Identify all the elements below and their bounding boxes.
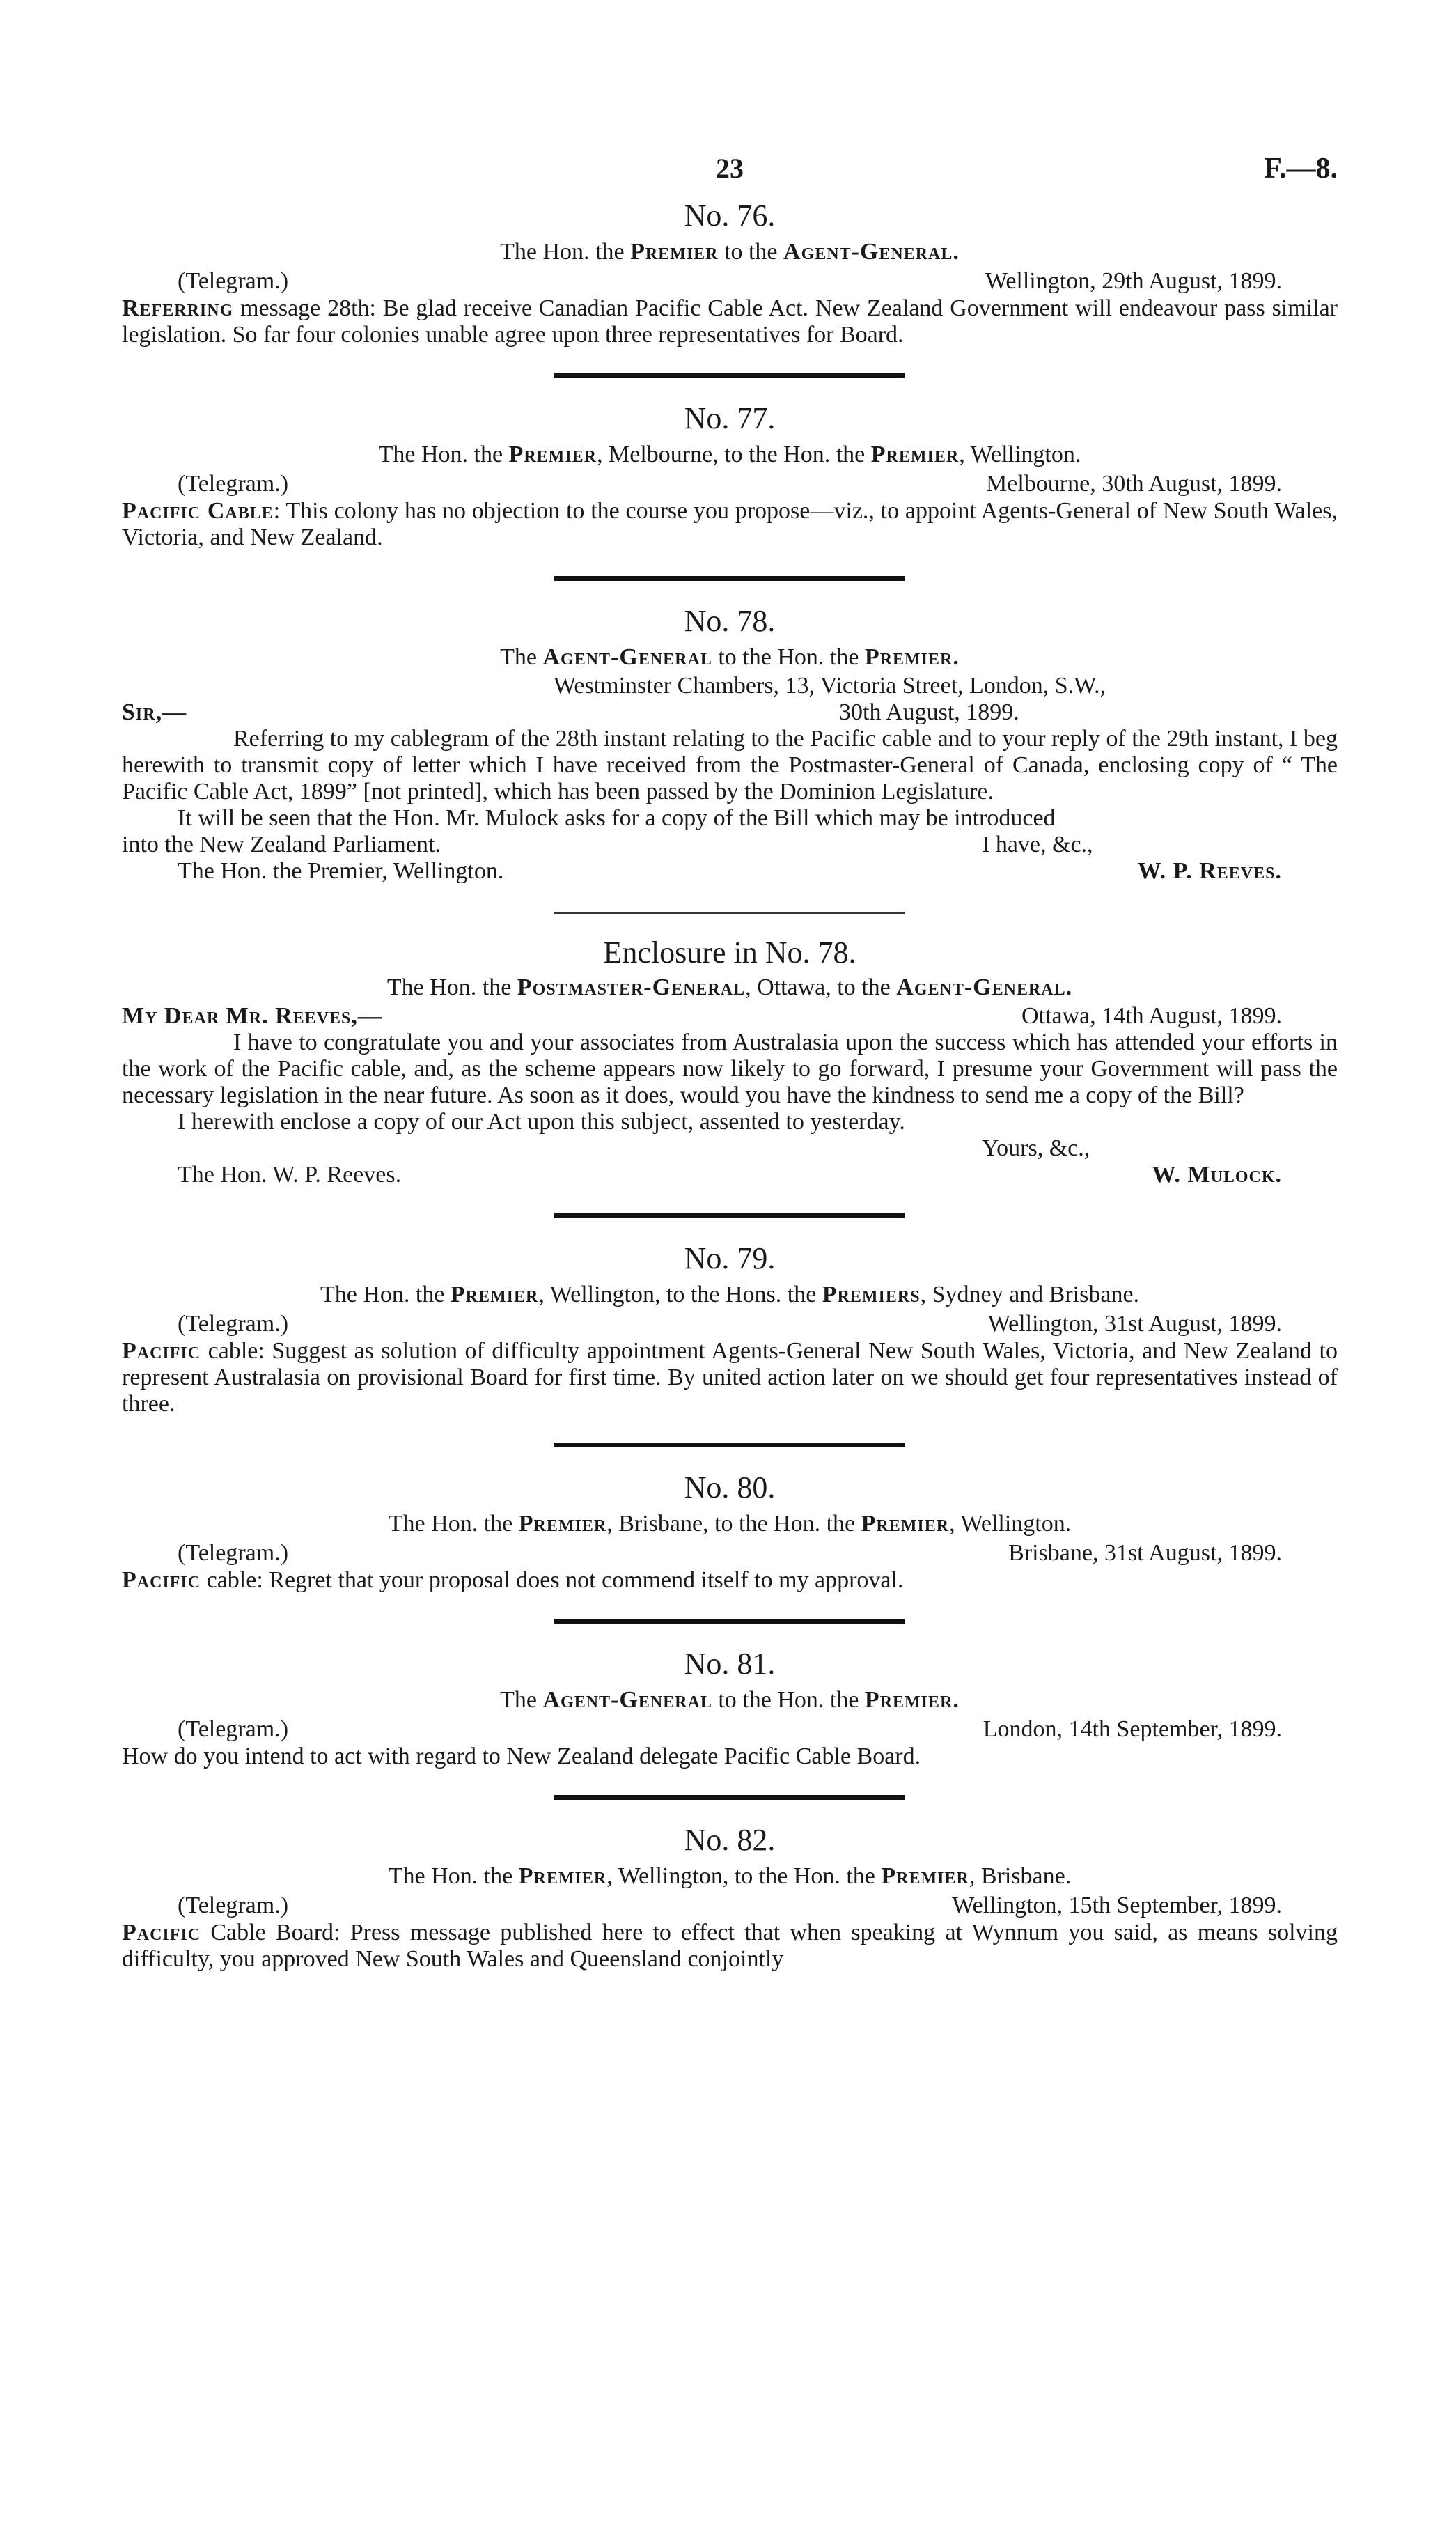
message-body: Pacific cable: Suggest as solution of difficulty appointment Agents-General New South Wales, Victoria, and New Zealand to represent Australasia on provisional Board for first time. By united action later on we should get four representatives instead of three. [122, 1338, 1338, 1417]
message-type: (Telegram.) [178, 1311, 289, 1337]
section-divider [554, 373, 905, 378]
message-number: No. 79. [684, 1241, 776, 1275]
section-divider [554, 912, 905, 914]
document-page [122, 139, 1338, 1973]
letter-addressee: The Hon. W. P. Reeves. [178, 1162, 402, 1188]
section-divider [554, 576, 905, 581]
message-meta [122, 1310, 1338, 1338]
message-81 [122, 1643, 1338, 1770]
document-reference: F.—8. [1264, 153, 1338, 185]
letter-paragraph-end: into the New Zealand Parliament. [122, 832, 441, 857]
letter-closing: Yours, &c., [982, 1135, 1090, 1161]
message-date: Wellington, 31st August, 1899. [987, 1311, 1282, 1337]
letter-date: Ottawa, 14th August, 1899. [1021, 1003, 1282, 1029]
message-heading: The Hon. the Postmaster-General, Ottawa, to the Agent-General. [386, 974, 1073, 1000]
message-number: No. 77. [684, 401, 776, 435]
message-79 [122, 1238, 1338, 1417]
section-divider [554, 1443, 905, 1447]
message-type: (Telegram.) [178, 268, 289, 294]
message-date: Brisbane, 31st August, 1899. [1008, 1540, 1282, 1566]
message-number: No. 82. [684, 1823, 776, 1857]
message-heading: The Hon. the Premier, Brisbane, to the Hon. the Premier, Wellington. [388, 1511, 1072, 1537]
letter-signature: W. P. Reeves. [1137, 858, 1282, 884]
letter-signature: W. Mulock. [1152, 1162, 1282, 1188]
letter-date: 30th August, 1899. [839, 699, 1019, 725]
message-78 [122, 600, 1338, 885]
salutation: Sir,— [122, 699, 187, 725]
letter-addressee: The Hon. the Premier, Wellington. [178, 858, 504, 884]
message-heading: The Hon. the Premier, Wellington, to the Hon. the Premier, Brisbane. [388, 1863, 1072, 1889]
letter-paragraph: Referring to my cablegram of the 28th instant relating to the Pacific cable and to your reply of the 29th instant, I beg herewith to transmit copy of letter which I have received from the Postmaster-General of Canada, enclosing copy of “ The Pacific Cable Act, 1899” [not printed], which has been passed by the Dominion Legislature. [122, 726, 1338, 804]
message-date: Wellington, 29th August, 1899. [985, 268, 1282, 294]
message-number: No. 78. [684, 604, 776, 638]
message-80 [122, 1467, 1338, 1594]
message-82 [122, 1819, 1338, 1973]
salutation-row [122, 1003, 1338, 1029]
section-divider [554, 1795, 905, 1800]
message-number: No. 81. [684, 1647, 776, 1681]
signature-row [122, 1162, 1338, 1188]
signature-row [122, 858, 1338, 885]
message-body: Referring message 28th: Be glad receive Canadian Pacific Cable Act. New Zealand Government will endeavour pass similar legislation. So far four colonies unable agree upon three representatives for Board. [122, 295, 1338, 348]
message-type: (Telegram.) [178, 1540, 289, 1566]
letter-paragraph: I have to congratulate you and your associates from Australasia upon the success which has attended your efforts in the work of the Pacific cable, and, as the scheme appears now likely to go forward, I presume your Government will pass the necessary legislation in the near future. As soon as it does, would you have the kindness to send me a copy of the Bill? [122, 1029, 1338, 1108]
message-heading: The Agent-General to the Hon. the Premier. [500, 1687, 960, 1713]
message-meta [122, 1892, 1338, 1920]
message-type: (Telegram.) [178, 471, 289, 497]
message-meta [122, 1716, 1338, 1743]
enclosure-title: Enclosure in No. 78. [603, 935, 856, 970]
message-meta [122, 1539, 1338, 1567]
message-body: Pacific Cable Board: Press message published here to effect that when speaking at Wynnum you said, as means solving difficulty, you approved New South Wales and Queensland conjointly [122, 1920, 1338, 1972]
letter-paragraph: It will be seen that the Hon. Mr. Mulock asks for a copy of the Bill which may be introduced [178, 805, 1056, 831]
message-body: How do you intend to act with regard to New Zealand delegate Pacific Cable Board. [122, 1743, 921, 1769]
message-date: London, 14th September, 1899. [983, 1716, 1282, 1742]
salutation-row [122, 699, 1338, 726]
letter-closing: I have, &c., [982, 832, 1093, 857]
message-76 [122, 195, 1338, 348]
message-type: (Telegram.) [178, 1892, 289, 1918]
message-number: No. 76. [684, 199, 776, 233]
message-number: No. 80. [684, 1470, 776, 1505]
letter-paragraph: I herewith enclose a copy of our Act upon this subject, assented to yesterday. [178, 1109, 905, 1135]
message-body: Pacific Cable: This colony has no objection to the course you propose—viz., to appoint Agents-General of New South Wales, Victoria, and New Zealand. [122, 498, 1338, 550]
message-meta [122, 470, 1338, 498]
message-heading: The Agent-General to the Hon. the Premier. [500, 644, 960, 670]
enclosure-78 [122, 933, 1338, 1188]
message-heading: The Hon. the Premier to the Agent-General. [500, 239, 960, 265]
message-date: Melbourne, 30th August, 1899. [986, 471, 1282, 497]
message-date: Wellington, 15th September, 1899. [952, 1892, 1282, 1918]
message-meta [122, 267, 1338, 295]
section-divider [554, 1213, 905, 1218]
page-number: 23 [716, 153, 744, 184]
page-header [122, 139, 1338, 195]
message-77 [122, 398, 1338, 551]
closing-row [122, 832, 1338, 858]
message-body: Pacific cable: Regret that your proposal does not commend itself to my approval. [122, 1567, 904, 1593]
salutation: My Dear Mr. Reeves,— [122, 1003, 382, 1029]
message-heading: The Hon. the Premier, Wellington, to the Hons. the Premiers, Sydney and Brisbane. [320, 1282, 1140, 1307]
message-type: (Telegram.) [178, 1716, 289, 1742]
closing-row [122, 1135, 1338, 1162]
sender-address: Westminster Chambers, 13, Victoria Street, London, S.W., [554, 673, 1106, 699]
message-heading: The Hon. the Premier, Melbourne, to the Hon. the Premier, Wellington. [378, 442, 1081, 467]
section-divider [554, 1619, 905, 1624]
